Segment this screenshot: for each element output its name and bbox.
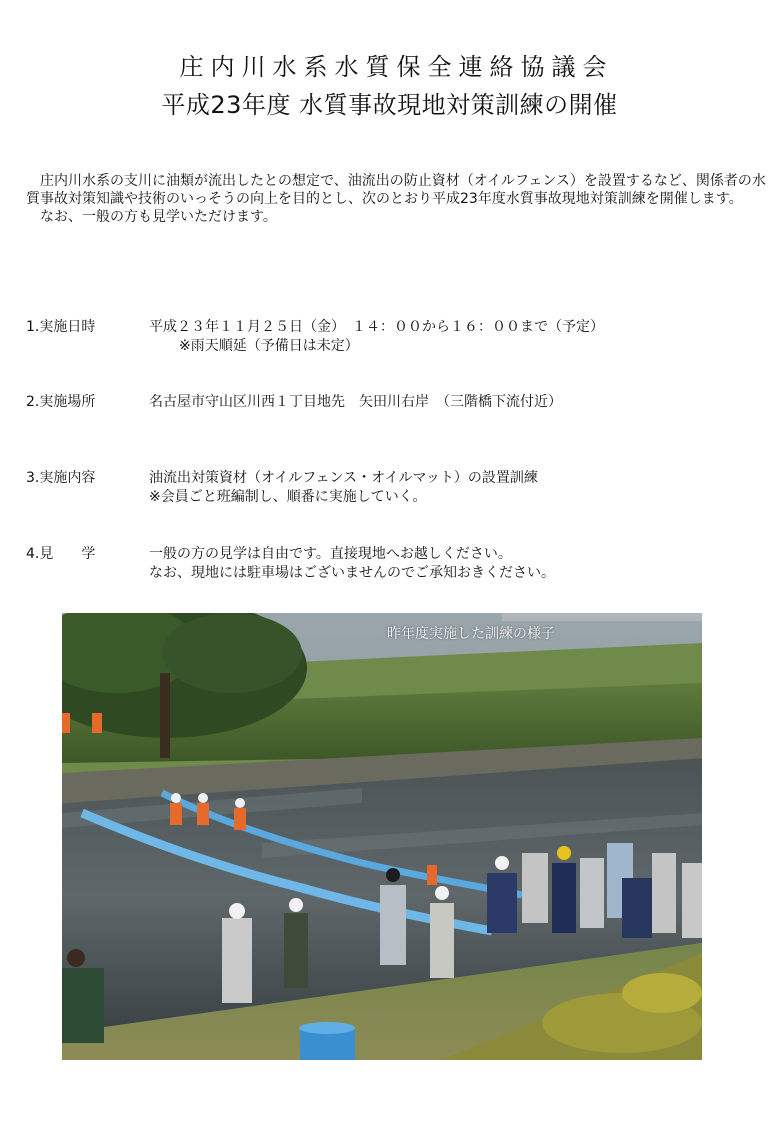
item-content-label: 3.実施内容 (26, 470, 96, 486)
item-place-line-1: 名古屋市守山区川西１丁目地先 矢田川右岸 （三階橋下流付近） (149, 394, 562, 410)
intro-paragraph-2: なお、一般の方も見学いただけます。 (40, 209, 277, 225)
title-line-2: 平成23年度 水質事故現地対策訓練の開催 (161, 91, 618, 119)
item-visit-line-1: 一般の方の見学は自由です。直接現地へお越しください。 (149, 546, 512, 562)
item-place-label: 2.実施場所 (26, 394, 96, 410)
intro-text (26, 172, 778, 226)
item-visit-line-2: なお、現地には駐車場はございませんのでご承知おきください。 (149, 565, 555, 581)
item-date-label: 1.実施日時 (26, 319, 96, 335)
training-photo (62, 613, 702, 1060)
intro-paragraph-1: 庄内川水系の支川に油類が流出したとの想定で、油流出の防止資材（オイルフェンス）を設置するなど、関係者の水質事故対策知識や技術のいっそうの向上を目的とし、次のとおり平成23年度水質事故現地対策訓練を開催します。 (26, 173, 766, 207)
photo-caption: 昨年度実施した訓練の様子 (387, 626, 555, 642)
title-line-1: 庄内川水系水質保全連絡協議会 (179, 53, 614, 81)
item-visit-label: 4.見 学 (26, 546, 96, 562)
item-content-line-1: 油流出対策資材（オイルフェンス・オイルマット）の設置訓練 (149, 470, 538, 486)
item-content-line-2: ※会員ごと班編制し、順番に実施していく。 (149, 489, 427, 505)
item-date-line-1: 平成２３年１１月２５日（金） １４：００から１６：００まで（予定） (149, 319, 604, 335)
item-date-line-2: ※雨天順延（予備日は未定） (179, 338, 359, 354)
